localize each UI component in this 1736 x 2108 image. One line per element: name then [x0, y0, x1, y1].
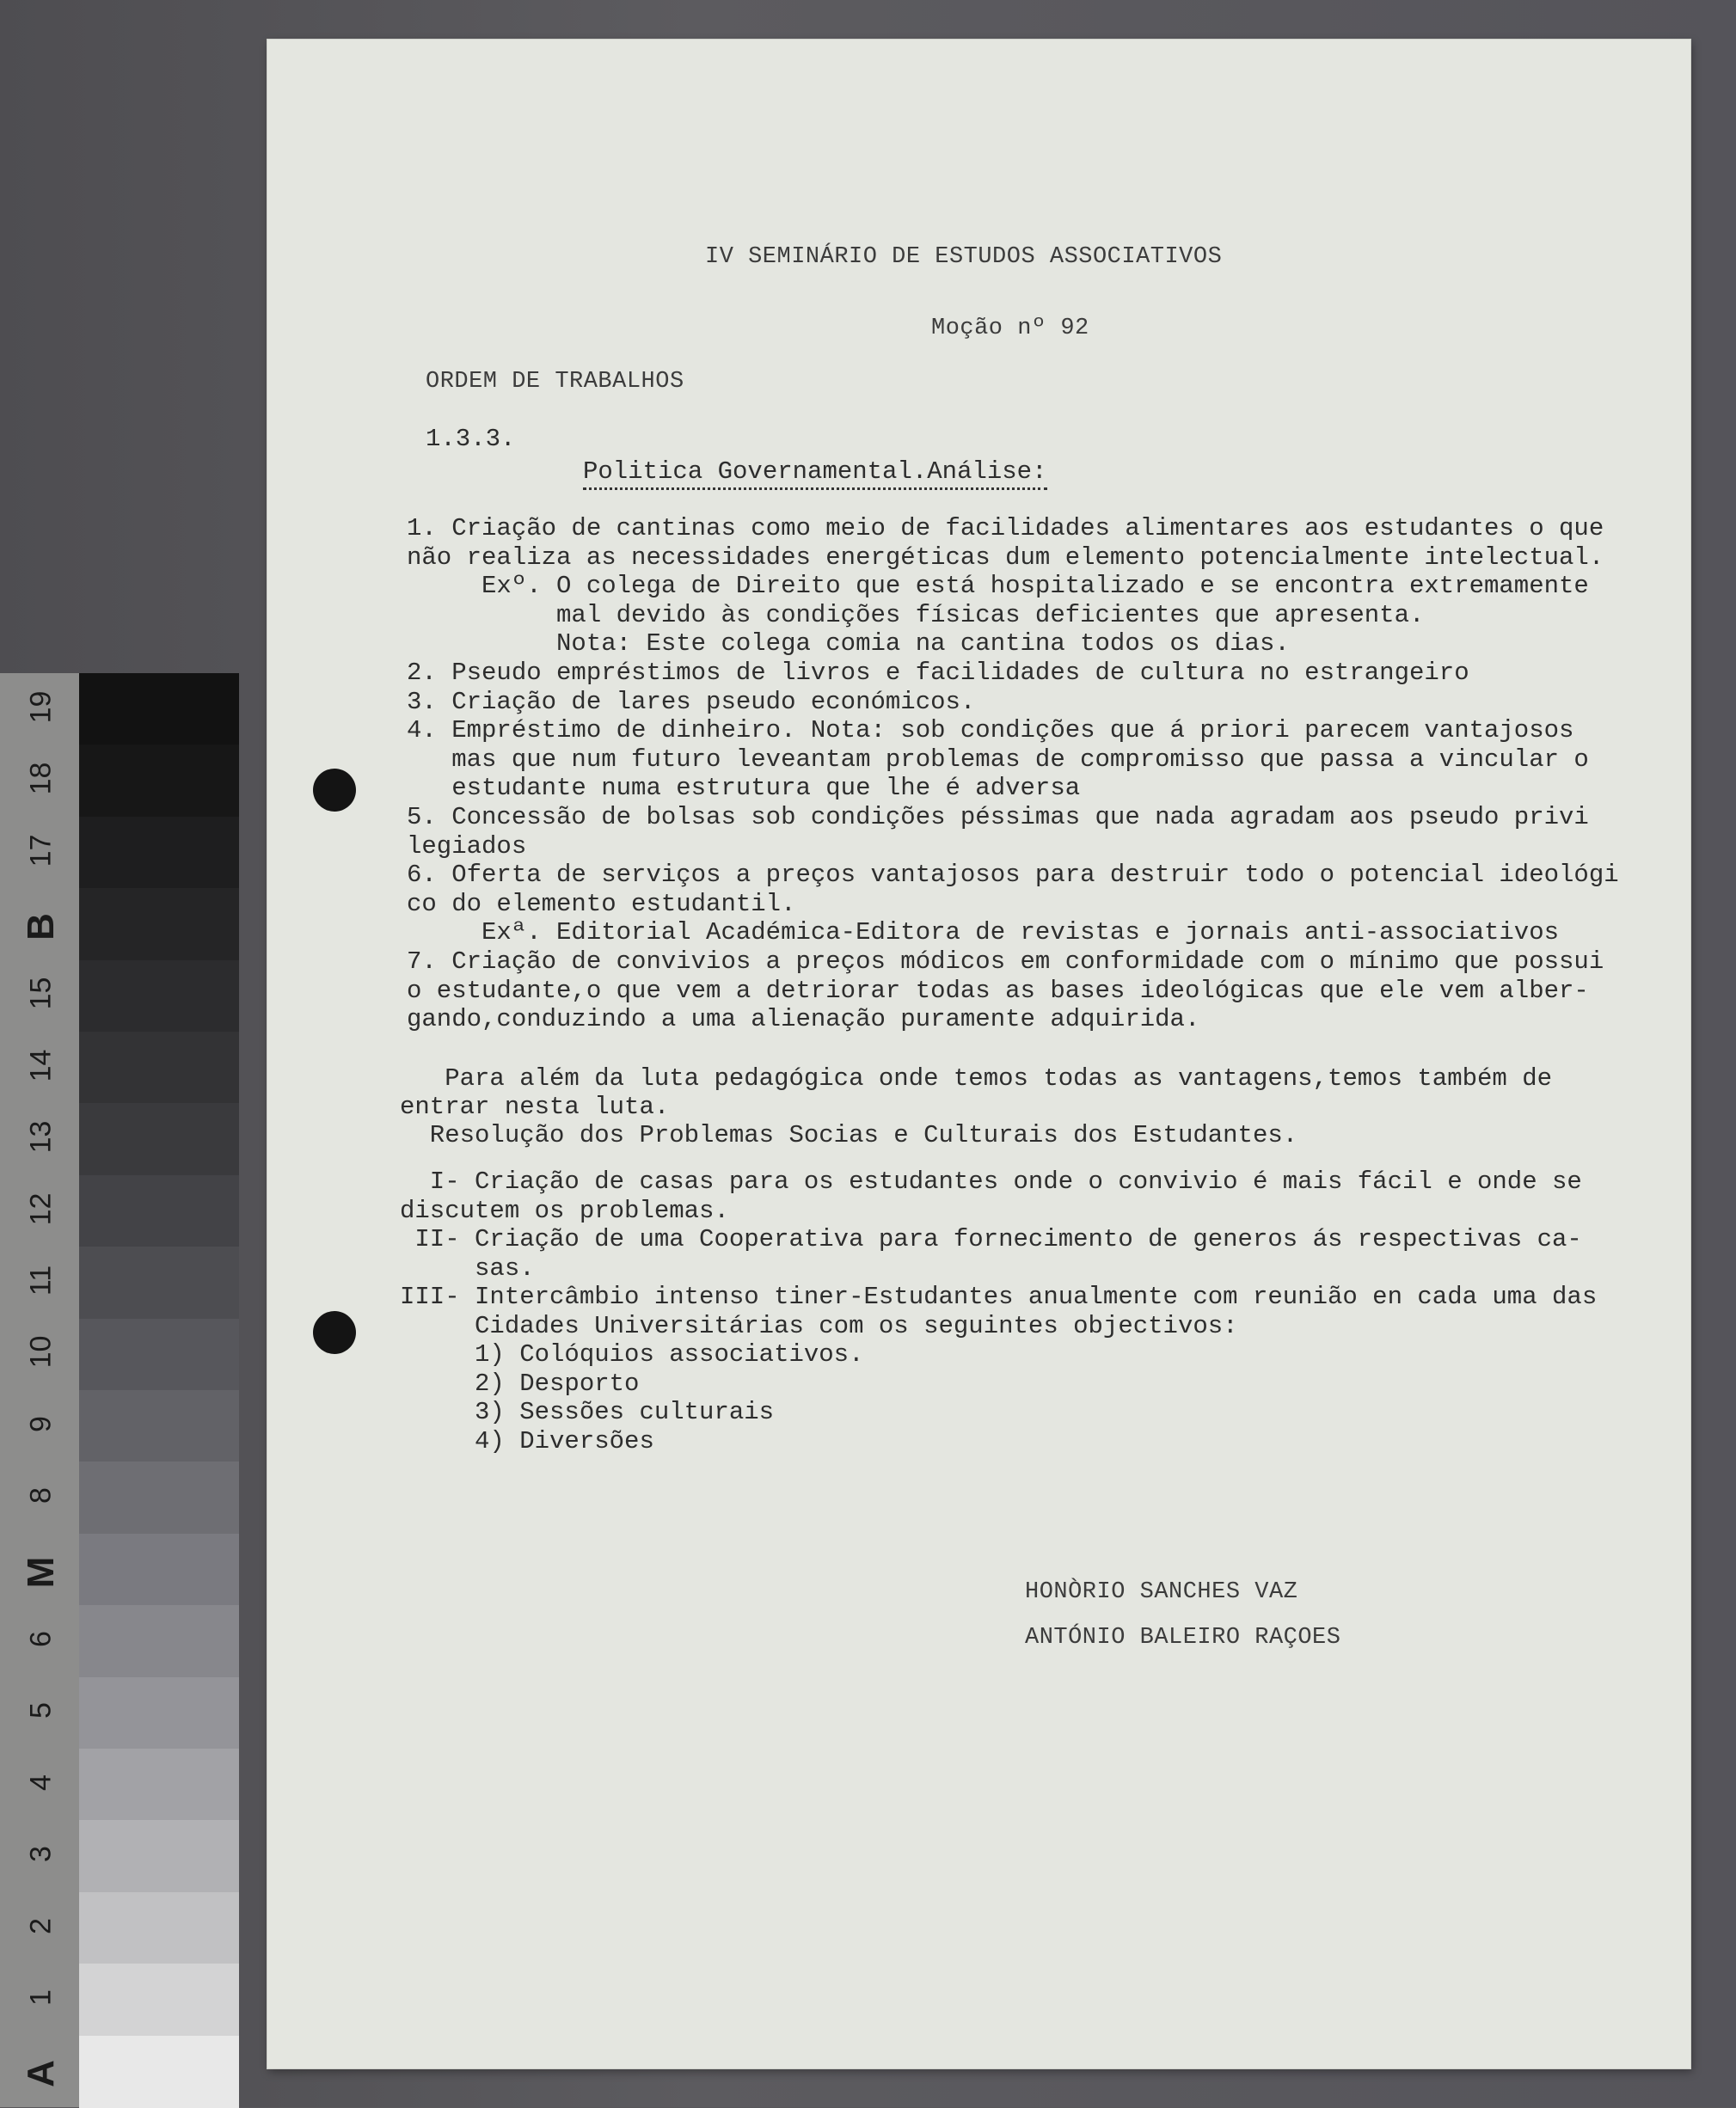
grey-patch: [79, 888, 239, 960]
scale-label: 11: [24, 1265, 58, 1296]
grey-patch: [79, 960, 239, 1033]
scale-label: 19: [24, 690, 58, 724]
body-line: co do elemento estudantil.: [407, 889, 796, 918]
grey-patch: [79, 1964, 239, 2036]
proposal-line: III- Intercâmbio intenso tiner-Estudantes anualmente com reunião en cada uma das: [400, 1283, 1598, 1311]
scale-label: M: [20, 1556, 62, 1588]
closing-line: Para além da luta pedagógica onde temos todas as vantagens,temos também de: [400, 1064, 1553, 1093]
scale-label: 18: [24, 762, 58, 795]
grey-patch: [79, 1319, 239, 1391]
scale-label: B: [20, 913, 62, 941]
scale-label: 4: [24, 1774, 58, 1791]
motion-number: Moção nº 92: [931, 316, 1089, 341]
body-line: gando,conduzindo a uma alienação puramente adquirida.: [407, 1005, 1200, 1034]
body-line: legiados: [407, 831, 527, 861]
proposal-line: II- Criação de uma Cooperativa para fornecimento de generos ás respectivas ca-: [400, 1225, 1582, 1253]
scale-label: 6: [24, 1630, 58, 1647]
grey-patch: [79, 1390, 239, 1462]
grey-patch: [79, 1175, 239, 1247]
proposal-line: discutem os problemas.: [400, 1196, 729, 1225]
body-line: não realiza as necessidades energéticas dum elemento potencialmente intelectual.: [407, 542, 1604, 572]
grey-patch: [79, 1032, 239, 1104]
grey-patch: [79, 745, 239, 817]
seminar-title: IV SEMINÁRIO DE ESTUDOS ASSOCIATIVOS: [705, 244, 1223, 270]
grey-patch: [79, 1677, 239, 1750]
section-title: [583, 457, 1047, 486]
scale-label: 14: [24, 1049, 58, 1082]
signature-1: HONÒRIO SANCHES VAZ: [1025, 1579, 1298, 1605]
grey-patch: [79, 1534, 239, 1606]
grey-patch: [79, 1247, 239, 1319]
body-line: 3. Criação de lares pseudo económicos.: [407, 687, 976, 716]
color-scale-target: [0, 673, 239, 2107]
scale-label: 17: [24, 834, 58, 867]
scale-label: 8: [24, 1487, 58, 1504]
scale-label: 5: [24, 1702, 58, 1719]
body-line: Exº. O colega de Direito que está hospitalizado e se encontra extremamente: [407, 572, 1589, 601]
grey-patch: [79, 673, 239, 745]
body-line: 6. Oferta de serviços a preços vantajosos para destruir todo o potencial ideológi: [407, 861, 1619, 890]
body-line: o estudante,o que vem a detriorar todas as bases ideológicas que ele vem alber-: [407, 976, 1589, 1005]
body-line: Exª. Editorial Académica-Editora de revistas e jornais anti-associativos: [407, 918, 1560, 947]
section-title-text: Politica Governamental.Análise:: [583, 457, 1047, 490]
grey-patch: [79, 2036, 239, 2108]
document-page: [267, 40, 1690, 2068]
signature-2: ANTÓNIO BALEIRO RAÇOES: [1025, 1625, 1341, 1651]
grey-patch: [79, 1749, 239, 1821]
closing-line: Resolução dos Problemas Socias e Culturais dos Estudantes.: [400, 1121, 1298, 1149]
body-line: 2. Pseudo empréstimos de livros e facilidades de cultura no estrangeiro: [407, 659, 1469, 687]
grey-patch: [79, 1462, 239, 1534]
proposal-line: sas.: [400, 1253, 535, 1283]
section-number: 1.3.3.: [426, 425, 516, 453]
scale-label: A: [20, 2060, 62, 2088]
grey-patch: [79, 1820, 239, 1892]
body-line: Nota: Este colega comia na cantina todos os dias.: [407, 629, 1290, 659]
proposal-line: 1) Colóquios associativos.: [400, 1340, 864, 1369]
scale-label: 9: [24, 1415, 58, 1432]
proposal-line: 3) Sessões culturais: [400, 1398, 775, 1426]
body-line: 4. Empréstimo de dinheiro. Nota: sob condições que á priori parecem vantajosos: [407, 716, 1574, 745]
grey-patch: [79, 1605, 239, 1677]
scale-label: 1: [24, 1989, 58, 2006]
punch-hole-bottom: [313, 1311, 356, 1354]
proposal-line: Cidades Universitárias com os seguintes objectivos:: [400, 1311, 1238, 1340]
grey-patch: [79, 817, 239, 889]
agenda-heading: ORDEM DE TRABALHOS: [426, 369, 684, 395]
body-line: 1. Criação de cantinas como meio de facilidades alimentares aos estudantes o que: [407, 514, 1604, 542]
body-line: estudante numa estrutura que lhe é adversa: [407, 774, 1081, 803]
grey-patch: [79, 1103, 239, 1175]
scale-label: 13: [24, 1120, 58, 1154]
grey-patch: [79, 1892, 239, 1964]
proposal-line: 4) Diversões: [400, 1426, 654, 1455]
body-line: 7. Criação de convivios a preços módicos em conformidade com o mínimo que possui: [407, 947, 1604, 976]
proposal-line: 2) Desporto: [400, 1369, 640, 1398]
closing-line: entrar nesta luta.: [400, 1093, 670, 1121]
body-line: 5. Concessão de bolsas sob condições péssimas que nada agradam aos pseudo privi: [407, 803, 1589, 831]
scale-label: 15: [24, 977, 58, 1010]
scale-label: 10: [24, 1335, 58, 1369]
punch-hole-top: [313, 769, 356, 812]
scale-ruler: [0, 673, 79, 2107]
scale-label: 12: [24, 1192, 58, 1225]
scale-label: 2: [24, 1917, 58, 1934]
body-line: mal devido às condições físicas deficientes que apresenta.: [407, 600, 1425, 629]
body-line: mas que num futuro leveantam problemas de compromisso que passa a vincular o: [407, 745, 1589, 774]
scale-label: 3: [24, 1846, 58, 1863]
proposal-line: I- Criação de casas para os estudantes onde o convivio é mais fácil e onde se: [400, 1167, 1582, 1196]
